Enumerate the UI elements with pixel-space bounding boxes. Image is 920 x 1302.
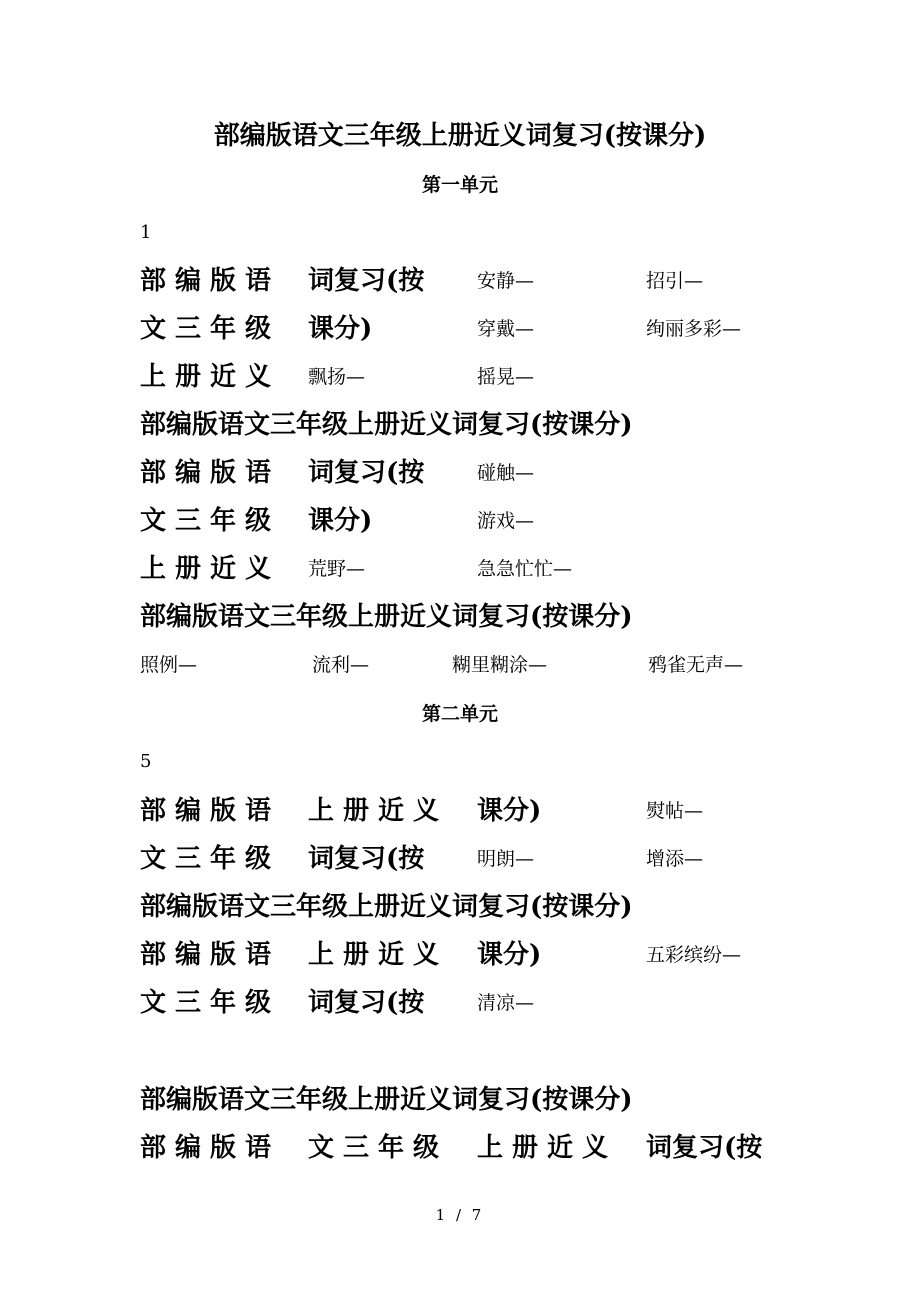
repeated-title-line: 部编版语文三年级上册近义词复习(按课分) xyxy=(140,410,633,440)
vocab-word: 摇晃— xyxy=(477,366,535,388)
fragment: 文三年级 xyxy=(308,1133,449,1163)
vocab-word: 碰触— xyxy=(477,462,535,484)
vocab-word: 五彩缤纷— xyxy=(646,944,742,966)
vocab-word: 熨帖— xyxy=(646,800,704,822)
lesson-number-1: 1 xyxy=(140,222,152,243)
fragment: 文三年级 xyxy=(140,506,281,536)
fragment: 课分) xyxy=(477,796,542,826)
vocab-word: 明朗— xyxy=(477,848,535,870)
unit1-row-3 xyxy=(0,353,920,401)
vocab-word: 急急忙忙— xyxy=(477,558,573,580)
unit2-row-5 xyxy=(0,1124,920,1172)
unit1-row-6 xyxy=(0,545,920,593)
fragment: 词复习(按 xyxy=(308,266,425,296)
fragment: 词复习(按 xyxy=(308,844,425,874)
unit-2-heading: 第二单元 xyxy=(421,703,498,725)
lesson-number-5: 5 xyxy=(140,751,152,772)
fragment: 课分) xyxy=(477,940,542,970)
fragment: 文三年级 xyxy=(140,988,281,1018)
unit1-row-4 xyxy=(0,449,920,497)
vocab-word: 绚丽多彩— xyxy=(646,318,742,340)
unit2-row-4 xyxy=(0,979,920,1027)
fragment: 部编版语 xyxy=(140,1133,281,1163)
document-title: 部编版语文三年级上册近义词复习(按课分) xyxy=(213,121,707,151)
unit1-row-1 xyxy=(0,257,920,305)
vocab-word: 飘扬— xyxy=(308,366,366,388)
vocab-word: 照例— xyxy=(140,654,198,676)
repeated-title-line: 部编版语文三年级上册近义词复习(按课分) xyxy=(140,892,633,922)
vocab-word: 增添— xyxy=(646,848,704,870)
fragment: 词复习(按 xyxy=(646,1133,763,1163)
page-number: 1 / 7 xyxy=(435,1206,485,1224)
vocab-word: 清凉— xyxy=(477,992,535,1014)
fragment: 部编版语 xyxy=(140,940,281,970)
fragment: 上册近义 xyxy=(140,362,281,392)
unit2-row-2 xyxy=(0,835,920,883)
fragment: 部编版语 xyxy=(140,796,281,826)
unit1-row-5 xyxy=(0,497,920,545)
fragment: 词复习(按 xyxy=(308,988,425,1018)
fragment: 文三年级 xyxy=(140,314,281,344)
repeated-title-line: 部编版语文三年级上册近义词复习(按课分) xyxy=(140,1085,633,1115)
unit-1-heading: 第一单元 xyxy=(421,174,498,196)
vocab-word: 鸦雀无声— xyxy=(648,654,744,676)
unit2-row-1 xyxy=(0,787,920,835)
vocab-word: 穿戴— xyxy=(477,318,535,340)
vocab-word: 安静— xyxy=(477,270,535,292)
unit1-row-7 xyxy=(0,641,920,689)
unit2-row-3 xyxy=(0,931,920,979)
fragment: 上册近义 xyxy=(140,554,281,584)
fragment: 部编版语 xyxy=(140,266,281,296)
fragment: 词复习(按 xyxy=(308,458,425,488)
fragment: 课分) xyxy=(308,506,373,536)
fragment: 上册近义 xyxy=(308,796,449,826)
fragment: 上册近义 xyxy=(308,940,449,970)
vocab-word: 游戏— xyxy=(477,510,535,532)
vocab-word: 糊里糊涂— xyxy=(452,654,548,676)
vocab-word: 流利— xyxy=(312,654,370,676)
fragment: 上册近义 xyxy=(477,1133,618,1163)
vocab-word: 招引— xyxy=(646,270,704,292)
vocab-word: 荒野— xyxy=(308,558,366,580)
unit1-row-2 xyxy=(0,305,920,353)
fragment: 部编版语 xyxy=(140,458,281,488)
fragment: 文三年级 xyxy=(140,844,281,874)
repeated-title-line: 部编版语文三年级上册近义词复习(按课分) xyxy=(140,602,633,632)
fragment: 课分) xyxy=(308,314,373,344)
